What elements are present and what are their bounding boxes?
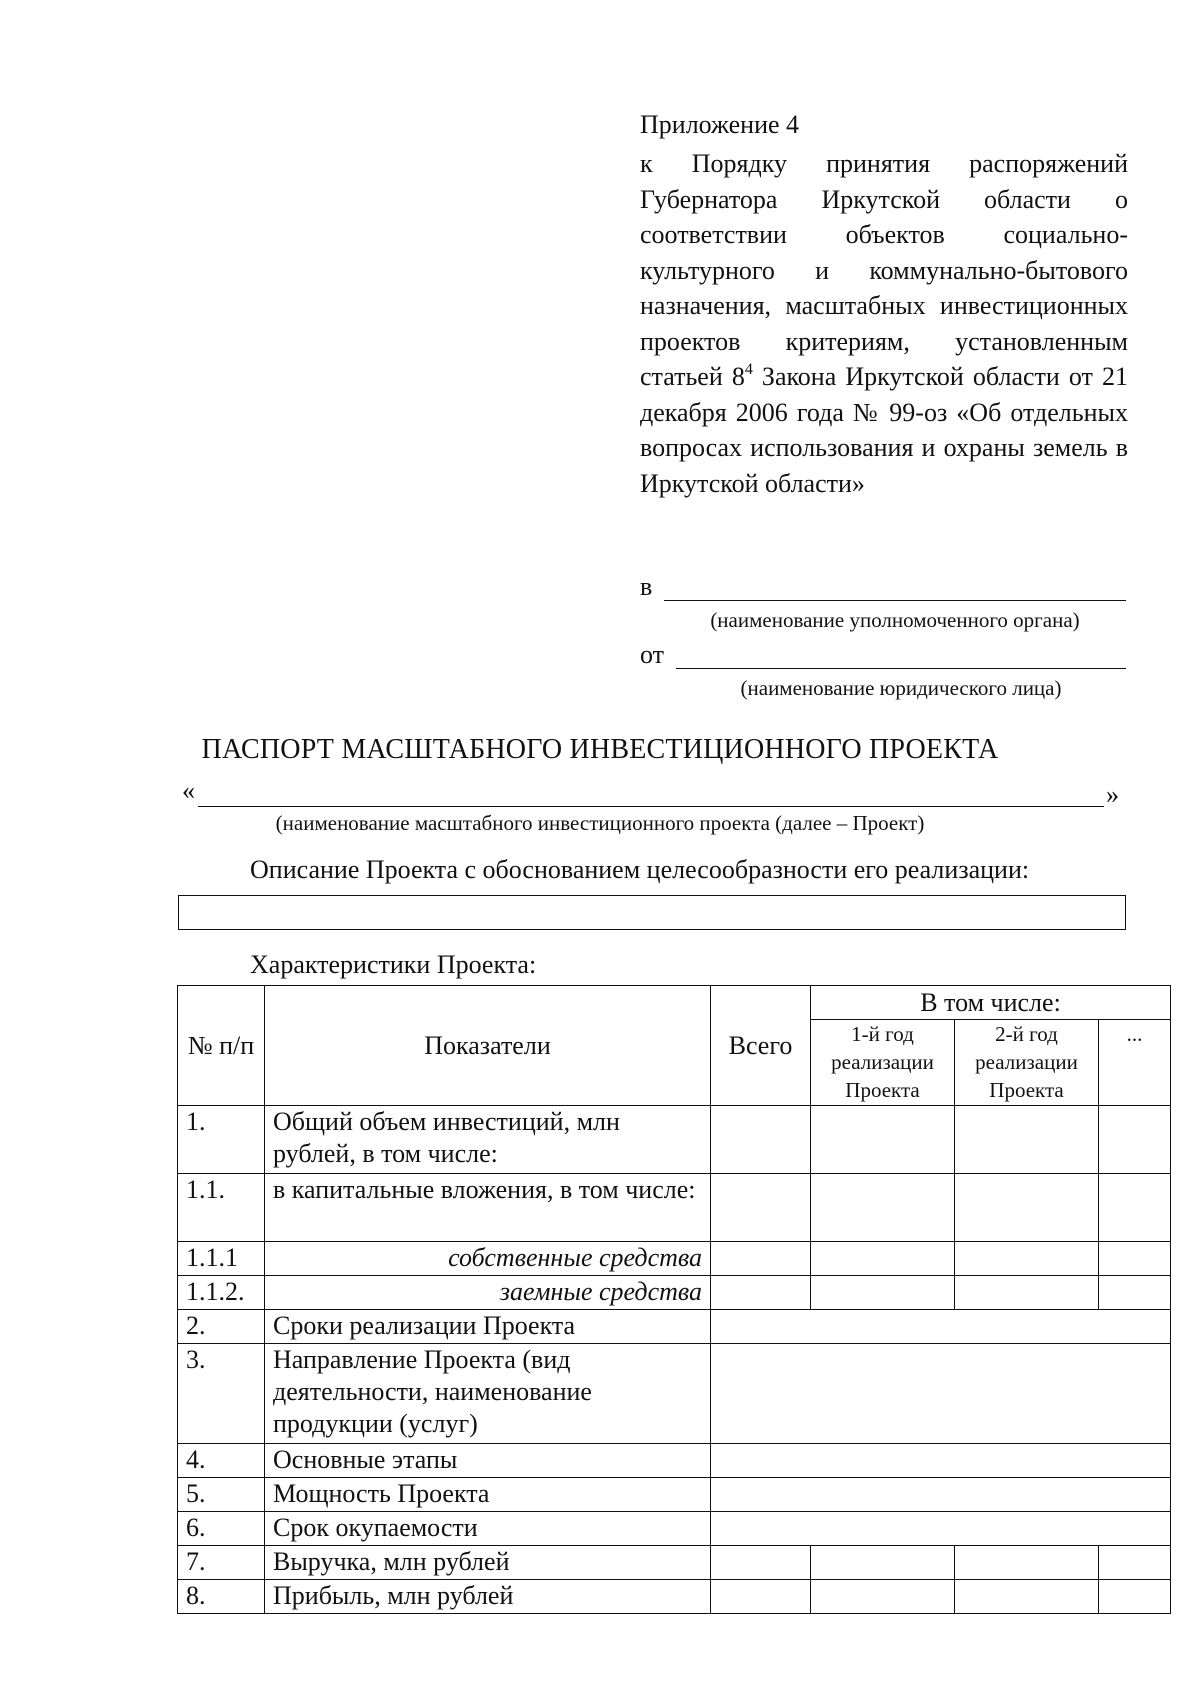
cell-value[interactable] (711, 1444, 1171, 1478)
cell-more[interactable] (1099, 1242, 1171, 1276)
header-total: Всего (711, 986, 811, 1106)
table-row (178, 1580, 1171, 1614)
cell-value[interactable] (711, 1478, 1171, 1512)
cell-value[interactable] (711, 1344, 1171, 1444)
row-num: 1. (178, 1106, 265, 1174)
row-num: 8. (178, 1580, 265, 1614)
cell-year-1[interactable] (811, 1106, 955, 1174)
project-name-blank-line[interactable] (198, 806, 1104, 807)
row-num: 6. (178, 1512, 265, 1546)
cell-total[interactable] (711, 1242, 811, 1276)
quote-open: « (182, 776, 195, 805)
header-year-1: 1-й год реализации Проекта (811, 1020, 955, 1106)
row-num: 2. (178, 1310, 265, 1344)
cell-total[interactable] (711, 1174, 811, 1242)
quote-close: » (1106, 780, 1119, 809)
appendix-text-part2: Закона Иркутской области от 21 декабря 2006 года № 99-оз «Об отдельных вопросах использования и охраны земель в Иркутской области» (640, 362, 1128, 498)
row-num: 3. (178, 1344, 265, 1444)
from-caption: (наименование юридического лица) (740, 676, 1062, 700)
article-superscript: 4 (744, 361, 753, 378)
appendix-reference-text (640, 146, 1128, 501)
header-including: В том числе: (811, 986, 1171, 1020)
cell-year-1[interactable] (811, 1276, 955, 1310)
row-num: 1.1.2. (178, 1276, 265, 1310)
cell-year-1[interactable] (811, 1580, 955, 1614)
row-label: Направление Проекта (вид деятельности, наименование продукции (услуг) (265, 1344, 711, 1444)
project-name-caption: (наименование масштабного инвестиционного проекта (далее – Проект) (275, 811, 925, 835)
description-label: Описание Проекта с обоснованием целесообразности его реализации: (250, 855, 1030, 884)
cell-year-2[interactable] (955, 1276, 1099, 1310)
cell-year-1[interactable] (811, 1546, 955, 1580)
row-num: 1.1. (178, 1174, 265, 1242)
row-label: Мощность Проекта (265, 1478, 711, 1512)
row-num: 4. (178, 1444, 265, 1478)
row-label: Выручка, млн рублей (265, 1546, 711, 1580)
table-row (178, 1478, 1171, 1512)
cell-total[interactable] (711, 1276, 811, 1310)
to-blank-line[interactable] (664, 600, 1126, 601)
row-label: Основные этапы (265, 1444, 711, 1478)
cell-value[interactable] (711, 1512, 1171, 1546)
to-prefix: в (640, 572, 653, 601)
cell-total[interactable] (711, 1546, 811, 1580)
row-label: в капитальные вложения, в том числе: (265, 1174, 711, 1242)
row-num: 1.1.1 (178, 1242, 265, 1276)
table-row (178, 1444, 1171, 1478)
cell-total[interactable] (711, 1580, 811, 1614)
table-row (178, 1310, 1171, 1344)
row-label: Срок окупаемости (265, 1512, 711, 1546)
table-row (178, 1546, 1171, 1580)
to-caption: (наименование уполномоченного органа) (710, 608, 1080, 632)
row-label: Прибыль, млн рублей (265, 1580, 711, 1614)
characteristics-label: Характеристики Проекта: (250, 950, 537, 979)
description-box[interactable] (178, 895, 1126, 930)
cell-more[interactable] (1099, 1106, 1171, 1174)
cell-total[interactable] (711, 1106, 811, 1174)
cell-more[interactable] (1099, 1174, 1171, 1242)
header-more: ... (1099, 1020, 1171, 1106)
table-row (178, 1242, 1171, 1276)
row-label: Сроки реализации Проекта (265, 1310, 711, 1344)
cell-year-2[interactable] (955, 1546, 1099, 1580)
cell-year-1[interactable] (811, 1242, 955, 1276)
row-label: собственные средства (265, 1242, 711, 1276)
table-row (178, 1512, 1171, 1546)
cell-more[interactable] (1099, 1276, 1171, 1310)
row-num: 5. (178, 1478, 265, 1512)
row-label: Общий объем инвестиций, млн рублей, в том числе: (265, 1106, 711, 1174)
header-num: № п/п (178, 986, 265, 1106)
cell-more[interactable] (1099, 1546, 1171, 1580)
characteristics-table (177, 985, 1171, 1614)
table-row (178, 1276, 1171, 1310)
appendix-text-part1: к Порядку принятия распоряжений Губернатора Иркутской области о соответствии объектов социально-культурного и коммунально-бытового назначения, масштабных инвестиционных проектов критериям, установленным статьей 8 (640, 149, 1128, 391)
cell-year-2[interactable] (955, 1174, 1099, 1242)
header-year-2: 2-й год реализации Проекта (955, 1020, 1099, 1106)
row-num: 7. (178, 1546, 265, 1580)
appendix-title: Приложение 4 (640, 110, 800, 139)
from-blank-line[interactable] (676, 668, 1126, 669)
table-row (178, 1174, 1171, 1242)
table-row (178, 1344, 1171, 1444)
cell-year-2[interactable] (955, 1242, 1099, 1276)
cell-year-2[interactable] (955, 1106, 1099, 1174)
passport-title: ПАСПОРТ МАСШТАБНОГО ИНВЕСТИЦИОННОГО ПРОЕКТА (201, 734, 999, 765)
row-label: заемные средства (265, 1276, 711, 1310)
cell-year-1[interactable] (811, 1174, 955, 1242)
table-row (178, 1106, 1171, 1174)
from-prefix: от (640, 640, 665, 669)
cell-more[interactable] (1099, 1580, 1171, 1614)
header-indicator: Показатели (265, 986, 711, 1106)
cell-value[interactable] (711, 1310, 1171, 1344)
cell-year-2[interactable] (955, 1580, 1099, 1614)
